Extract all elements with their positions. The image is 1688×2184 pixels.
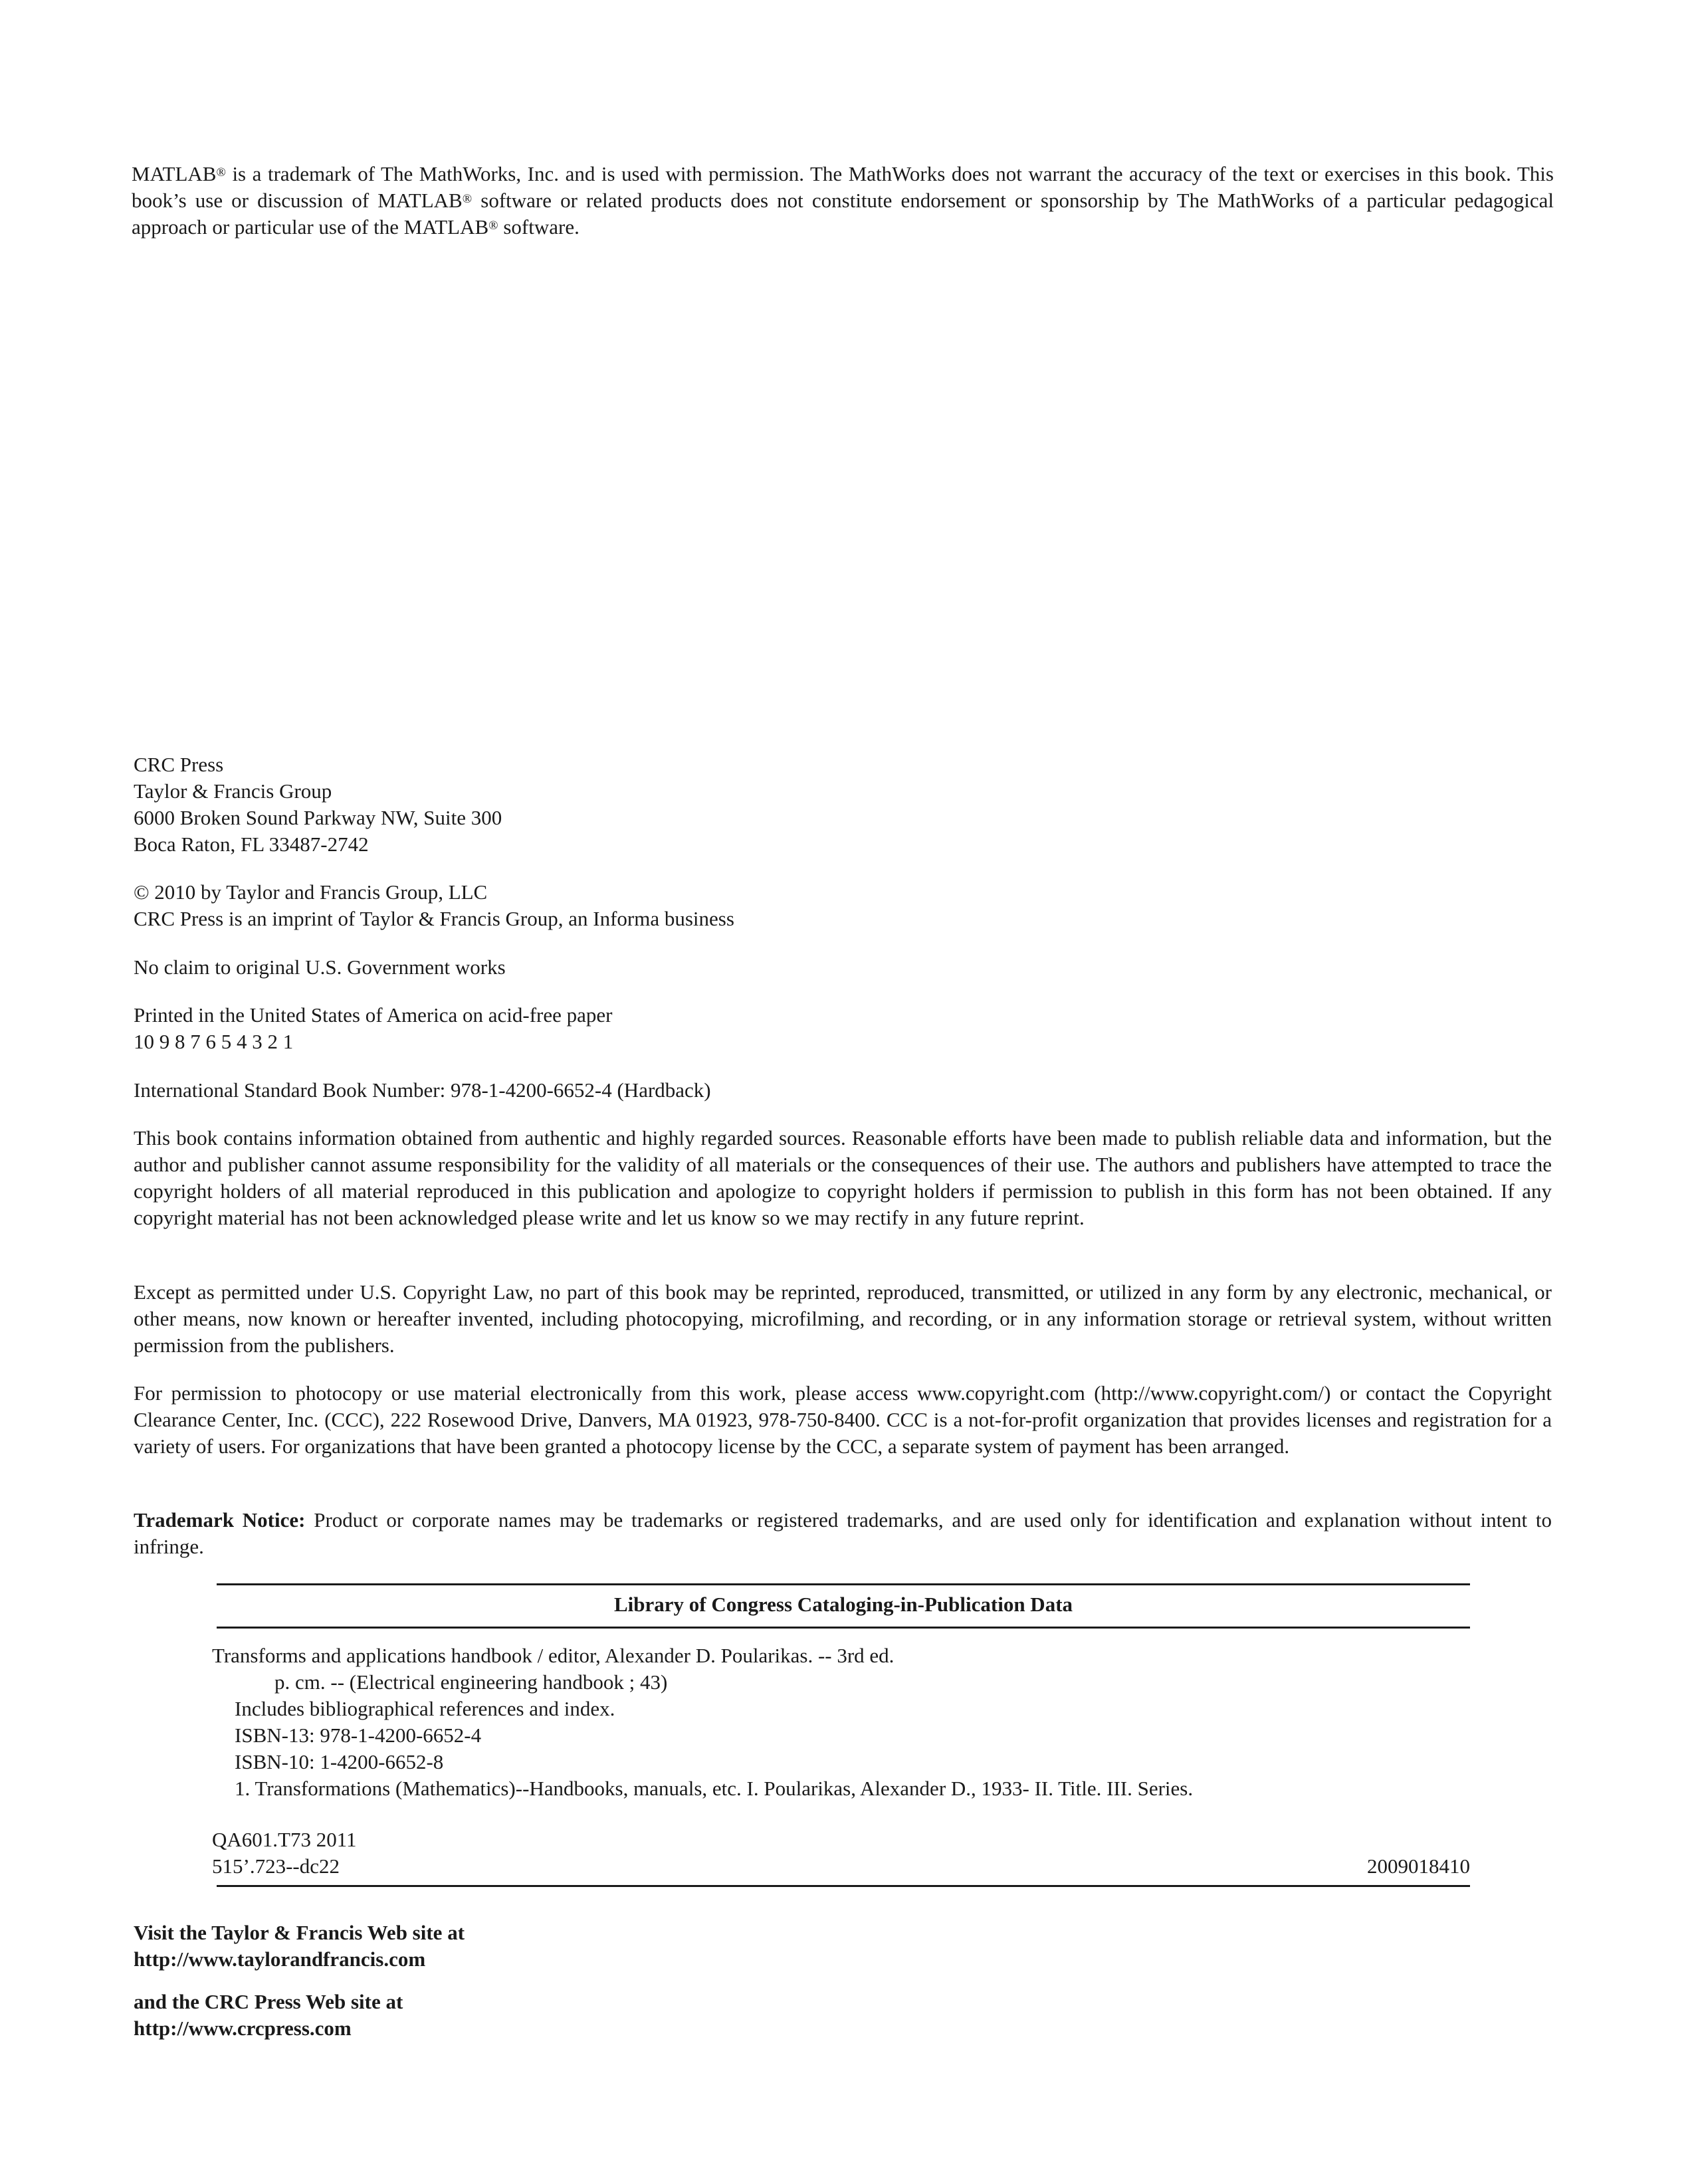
matlab-notice-part2: is a trademark of The MathWorks, Inc. and is used with permission. The MathWorks does not warrant the accuracy of the text or exercises in this book. This book’s use or discussion of MATLAB	[132, 162, 1554, 212]
imprint-line: CRC Press is an imprint of Taylor & Francis Group, an Informa business	[134, 907, 734, 930]
isbn-statement	[134, 1077, 1562, 1104]
matlab-notice-part3: software or related products does not constitute endorsement or sponsorship by The MathWorks of a particular pedagogical approach or particular use of the MATLAB	[132, 189, 1554, 239]
registered-mark: ®	[462, 192, 473, 206]
publisher-street: 6000 Broken Sound Parkway NW, Suite 300	[134, 806, 502, 829]
matlab-notice-part4: software.	[498, 215, 580, 239]
publisher-group: Taylor & Francis Group	[134, 779, 332, 803]
trademark-text: Product or corporate names may be trademarks or registered trademarks, and are used only for identification and explanation without intent to infringe.	[134, 1508, 1552, 1558]
tf-website-block	[134, 1920, 1562, 1973]
print-line-numbers: 10 9 8 7 6 5 4 3 2 1	[134, 1030, 294, 1053]
publisher-name: CRC Press	[134, 753, 224, 776]
publisher-address	[134, 751, 1562, 858]
permission-paragraph: For permission to photocopy or use material electronically from this work, please access www.copyright.com (http://www.copyright.com/) or contact the Copyright Clearance Center, Inc. (CCC), 222 Rosewood Drive, Danvers, MA 01923, 978-750-8400. CCC is a not-for-profit organization that provides licenses and registration for a variety of users. For organizations that have been granted a photocopy license by the CCC, a separate system of payment has been arranged.	[134, 1381, 1552, 1458]
no-claim-text: No claim to original U.S. Government works	[134, 955, 506, 979]
trademark-notice	[134, 1507, 1552, 1560]
cip-isbn13: ISBN-13: 978-1-4200-6652-4	[235, 1724, 482, 1747]
cip-classification	[212, 1827, 1475, 1880]
cip-bottom-rule	[217, 1885, 1470, 1887]
cip-call-number: QA601.T73 2011	[212, 1828, 357, 1851]
isbn-text: International Standard Book Number: 978-1-4200-6652-4 (Hardback)	[134, 1078, 711, 1102]
tf-website-url[interactable]: http://www.taylorandfrancis.com	[134, 1947, 426, 1971]
crc-website-label: and the CRC Press Web site at	[134, 1990, 403, 2013]
cip-dewey: 515’.723--dc22	[212, 1854, 340, 1878]
cip-record	[212, 1642, 1475, 1802]
cip-main-entry: Transforms and applications handbook / editor, Alexander D. Poularikas. -- 3rd ed.	[212, 1644, 895, 1667]
printed-in-line: Printed in the United States of America on acid-free paper	[134, 1003, 613, 1027]
copyright-line: © 2010 by Taylor and Francis Group, LLC	[134, 880, 488, 904]
matlab-trademark-notice	[132, 161, 1554, 241]
cip-subjects: 1. Transformations (Mathematics)--Handbooks, manuals, etc. I. Poularikas, Alexander D., 1933- II. Title. III. Series.	[235, 1777, 1194, 1800]
tf-website-label: Visit the Taylor & Francis Web site at	[134, 1921, 465, 1944]
cip-notes: Includes bibliographical references and index.	[235, 1697, 615, 1720]
trademark-label: Trademark Notice:	[134, 1508, 306, 1532]
cip-title-rule	[217, 1627, 1470, 1629]
sources-paragraph: This book contains information obtained from authentic and highly regarded sources. Reasonable efforts have been made to publish reliable data and information, but the author and publisher cannot assume responsibility for the validity of all materials or the consequences of their use. The authors and publishers have attempted to trace the copyright holders of all material reproduced in this publication and apologize to copyright holders if permission to publish in this form has not been obtained. If any copyright material has not been acknowledged please write and let us know so we may rectify in any future reprint.	[134, 1126, 1552, 1229]
copyright-block	[134, 879, 1562, 932]
registered-mark: ®	[488, 219, 498, 233]
cip-title: Library of Congress Cataloging-in-Publication Data	[613, 1593, 1073, 1616]
cip-lccn: 2009018410	[1367, 1854, 1470, 1878]
matlab-notice-part1: MATLAB	[132, 162, 217, 185]
crc-website-url[interactable]: http://www.crcpress.com	[134, 2017, 352, 2040]
cip-physical-desc: p. cm. -- (Electrical engineering handbook ; 43)	[274, 1670, 668, 1694]
publisher-city: Boca Raton, FL 33487-2742	[134, 833, 369, 856]
printing-block	[134, 1002, 1562, 1055]
registered-mark: ®	[216, 165, 226, 179]
crc-website-block	[134, 1989, 1562, 2042]
copyright-law-paragraph: Except as permitted under U.S. Copyright Law, no part of this book may be reprinted, reproduced, transmitted, or utilized in any form by any electronic, mechanical, or other means, now known or hereafter invented, including photocopying, microfilming, and recording, or in any information storage or retrieval system, without written permission from the publishers.	[134, 1280, 1552, 1357]
cip-top-rule	[217, 1583, 1470, 1585]
cip-isbn10: ISBN-10: 1-4200-6652-8	[235, 1750, 444, 1773]
no-claim-notice	[134, 954, 1562, 981]
